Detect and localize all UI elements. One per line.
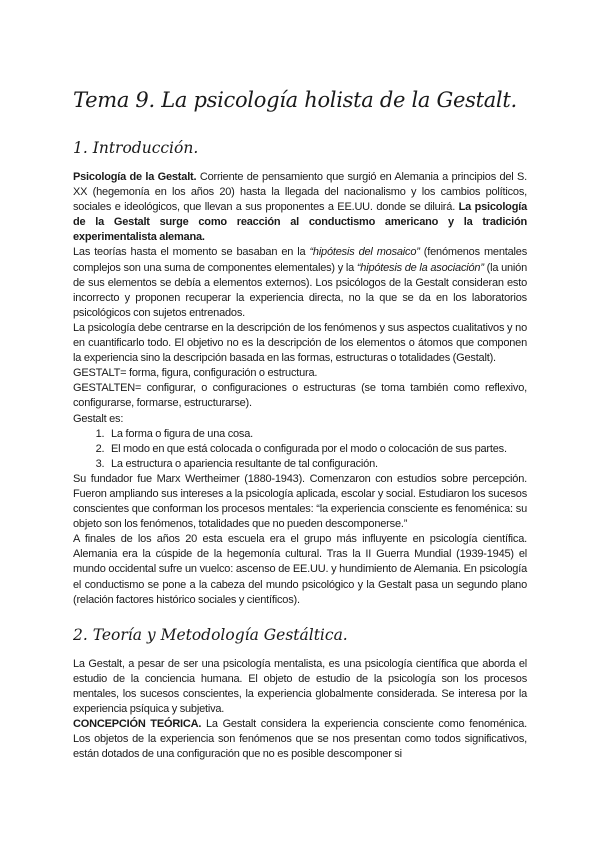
section-heading-teoria: 2. Teoría y Metodología Gestáltica. (73, 625, 348, 644)
bold-emphasis: La psicología de la Gestalt surge como reacción al conductismo americano y la tradición experimentalista alemana. (73, 201, 527, 244)
paragraph: GESTALT= forma, figura, configuración o estructura. (73, 367, 318, 380)
paragraph: Psicología de la Gestalt. Corriente de pensamiento que surgió en Alemania a principios del S. XX (hegemonía en los años 20) hasta la llegada del nacionalismo y los cambios políticos, sociales e ideológicos, que llevan a sus proponentes a EE.UU. donde se diluirá. La psicología de la Gestalt surge como reacción al conductismo americano y la tradición experimentalista alemana. (73, 171, 527, 244)
paragraph: Gestalt es: (73, 412, 124, 425)
document-title: Tema 9. La psicología holista de la Gestalt. (73, 88, 517, 112)
list-item: 1. La forma o figura de una cosa. (107, 427, 527, 442)
bold-lead: Psicología de la Gestalt. (73, 171, 197, 183)
paragraph: Las teorías hasta el momento se basaban en la “hipótesis del mosaico” (fenómenos mentales complejos son una suma de componentes elementales) y la “hipótesis de la asociación” (la unión de sus elementos se debía a elementos externos). Los psicólogos de la Gestalt consideran esto incorrecto y proponen recuperar la experiencia directa, no la que se da en los laboratorios psicológicos con sujetos entrenados. (73, 246, 527, 319)
paragraph: CONCEPCIÓN TEÓRICA. La Gestalt considera la experiencia consciente como fenoménica. Los objetos de la experiencia son fenómenos que se nos presentan como todos significativos, están dotados de una configuración que no es posible descomponer si (73, 718, 527, 761)
paragraph: GESTALTEN= configurar, o configuraciones o estructuras (se toma también como reflexivo, configurarse, formarse, estructurarse). (73, 382, 527, 410)
paragraph: La Gestalt, a pesar de ser una psicología mentalista, es una psicología científica que aborda el estudio de la conciencia humana. El objeto de estudio de la psicología son los procesos mentales, los sucesos conscientes, la experiencia globalmente considerada. Se interesa por la experiencia psíquica y subjetiva. (73, 657, 527, 715)
paragraph: A finales de los años 20 esta escuela era el grupo más influyente en psicología científica. Alemania era la cúspide de la hegemonía cultural. Tras la II Guerra Mundial (1939-1945) el mundo occidental sufre un vuelco: ascenso de EE.UU. y hundimiento de Alemania. En psicología el conductismo se pone a la cabeza del mundo psicológico y la Gestalt pasa un segundo plano (relación factores histórico sociales y científicos). (73, 533, 527, 606)
bold-lead: CONCEPCIÓN TEÓRICA. (73, 718, 202, 731)
list-item: 3. La estructura o apariencia resultante de tal configuración. (107, 457, 527, 472)
italic-term: “hipótesis de la asociación” (356, 261, 484, 274)
italic-term: “hipótesis del mosaico” (309, 246, 420, 259)
paragraph: La psicología debe centrarse en la descripción de los fenómenos y sus aspectos cualitativos y no en cuantificarlo todo. El objetivo no es la descripción de los elementos o átomos que componen la experiencia sino la descripción basada en las formas, estructuras o totalidades (Gestalt). (73, 321, 527, 365)
paragraph: Su fundador fue Marx Wertheimer (1880-1943). Comenzaron con estudios sobre percepción. Fueron ampliando sus intereses a la psicología aplicada, escolar y social. Estudiaron los sucesos conscientes que conforman los procesos mentales: “la experiencia consciente es fenoménica: su objeto son los fenómenos, totalidades que no pueden descomponerse.” (73, 472, 527, 531)
numbered-list (73, 427, 527, 472)
document-page (73, 88, 527, 762)
list-item: 2. El modo en que está colocada o configurada por el modo o colocación de sus partes. (107, 442, 527, 457)
section-heading-introduccion: 1. Introducción. (73, 139, 199, 157)
